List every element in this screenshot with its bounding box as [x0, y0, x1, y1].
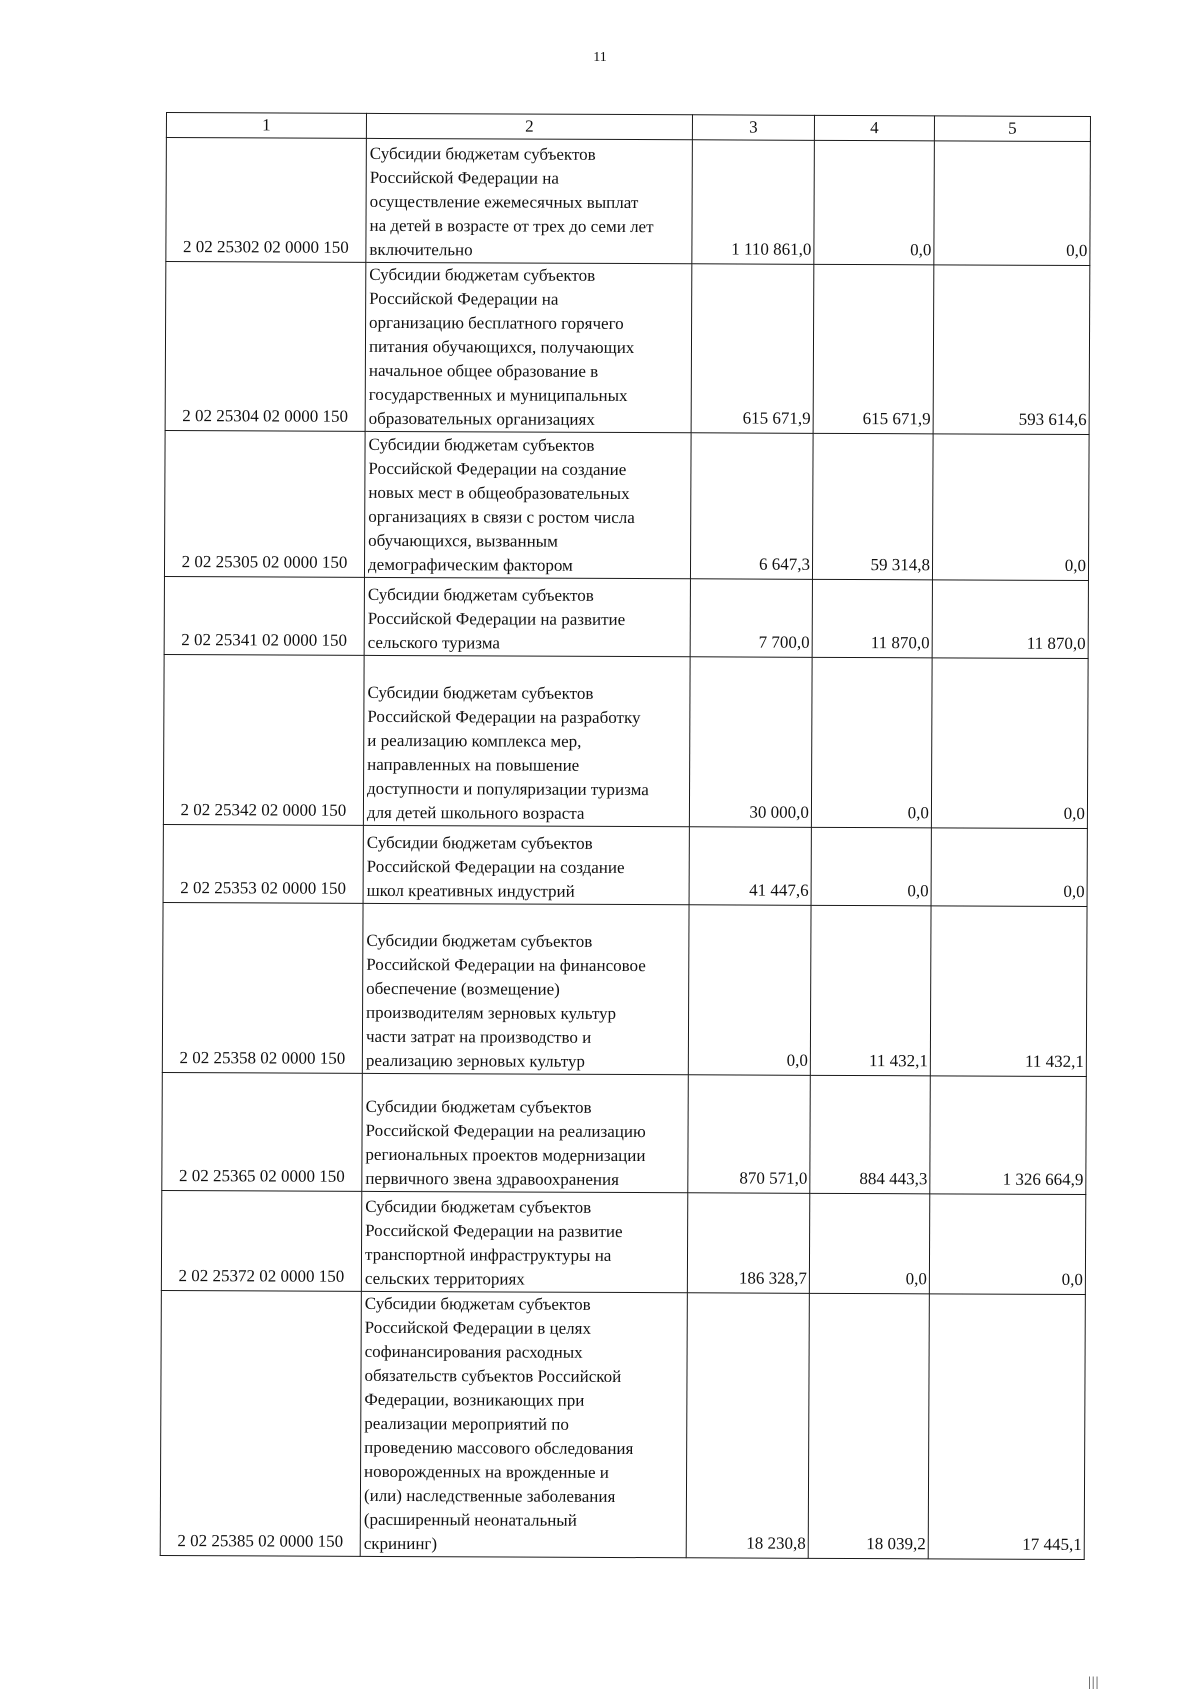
description-line: направленных на повышение — [367, 754, 580, 775]
description-line: новых мест в общеобразовательных — [368, 482, 630, 504]
description-line: транспортной инфраструктуры на — [364, 1244, 612, 1265]
page-number: 11 — [593, 50, 607, 65]
description-line: организацию бесплатного горячего — [369, 312, 624, 333]
row-value-4: 615 671,9 — [813, 264, 934, 434]
description-line: питания обучающихся, получающих — [368, 336, 635, 358]
table-row — [162, 1072, 1087, 1194]
description-line: новорожденных на врожденные и — [364, 1461, 609, 1482]
description-line: Субсидии бюджетам субъектов — [366, 832, 593, 853]
description-line: и реализацию комплекса мер, — [367, 730, 582, 751]
budget-table — [160, 112, 1091, 1560]
row-code: 2 02 25372 02 0000 150 — [161, 1190, 361, 1291]
row-value-3: 0,0 — [688, 905, 811, 1076]
row-value-3: 1 110 861,0 — [692, 140, 815, 265]
description-line: Российской Федерации на реализацию — [365, 1120, 646, 1142]
table-row — [164, 430, 1089, 580]
description-line: организациях в связи с ростом числа — [368, 506, 635, 528]
column-header-3: 3 — [692, 115, 814, 141]
description-line: (или) наследственные заболевания — [363, 1485, 616, 1506]
row-description — [361, 1191, 687, 1292]
row-value-3: 30 000,0 — [689, 657, 812, 828]
description-line: Российской Федерации в целях — [364, 1317, 592, 1338]
description-line: реализации мероприятий по — [364, 1413, 569, 1434]
description-line: Субсидии бюджетам субъектов — [367, 682, 594, 703]
row-value-5: 11 432,1 — [930, 906, 1087, 1077]
description-line: Субсидии бюджетам субъектов — [369, 264, 596, 285]
row-value-5: 593 614,6 — [933, 265, 1090, 435]
description-line: обязательств субъектов Российской — [364, 1365, 622, 1386]
description-line: сельского туризма — [367, 632, 500, 653]
description-line: части затрат на производство и — [365, 1026, 592, 1047]
row-description — [364, 577, 690, 656]
row-value-4: 884 443,3 — [810, 1075, 931, 1194]
description-line: первичного звена здравоохранения — [365, 1168, 619, 1189]
row-value-3: 186 328,7 — [687, 1193, 809, 1294]
row-value-5: 17 445,1 — [928, 1294, 1085, 1560]
row-description — [365, 262, 692, 432]
description-line: осуществление ежемесячных выплат — [369, 191, 639, 213]
row-description — [362, 1073, 689, 1192]
description-line: начальное общее образование в — [368, 360, 599, 381]
description-line: Субсидии бюджетам субъектов — [369, 143, 596, 164]
row-code: 2 02 25353 02 0000 150 — [163, 824, 363, 903]
description-line: обеспечение (возмещение) — [366, 978, 560, 999]
description-line: сельских территориях — [364, 1268, 525, 1289]
description-line: Российской Федерации на создание — [368, 458, 627, 480]
row-value-5: 0,0 — [932, 434, 1089, 581]
row-description — [362, 903, 689, 1074]
row-code: 2 02 25304 02 0000 150 — [165, 262, 366, 432]
column-header-4: 4 — [814, 115, 934, 141]
description-line: реализацию зерновых культур — [365, 1050, 585, 1071]
description-line: производителям зерновых культур — [366, 1002, 617, 1023]
row-code: 2 02 25302 02 0000 150 — [166, 138, 367, 263]
description-line: государственных и муниципальных — [368, 384, 628, 406]
row-value-3: 7 700,0 — [690, 579, 812, 658]
description-line: Российской Федерации на развитие — [365, 1220, 623, 1242]
row-code: 2 02 25341 02 0000 150 — [164, 576, 364, 655]
description-line: Российской Федерации на создание — [366, 856, 625, 878]
row-value-3: 6 647,3 — [690, 433, 813, 580]
row-value-5: 0,0 — [931, 658, 1088, 829]
row-value-4: 11 870,0 — [812, 579, 932, 658]
row-description — [363, 655, 690, 826]
description-line: проведению массового обследования — [364, 1437, 634, 1459]
table-row — [163, 824, 1087, 906]
table-row — [161, 1190, 1085, 1294]
row-value-3: 18 230,8 — [686, 1293, 809, 1559]
row-description — [366, 138, 693, 263]
row-description — [363, 825, 689, 904]
row-value-4: 18 039,2 — [808, 1293, 929, 1559]
row-value-5: 1 326 664,9 — [930, 1076, 1087, 1195]
description-line: Субсидии бюджетам субъектов — [368, 434, 595, 455]
description-line: софинансирования расходных — [364, 1341, 583, 1362]
description-line: для детей школьного возраста — [366, 802, 585, 823]
description-line: скрининг) — [363, 1533, 438, 1554]
description-line: Субсидии бюджетам субъектов — [365, 1196, 592, 1217]
description-line: Субсидии бюджетам субъектов — [364, 1293, 591, 1314]
row-value-3: 41 447,6 — [689, 827, 811, 906]
row-code: 2 02 25358 02 0000 150 — [162, 902, 363, 1073]
row-code: 2 02 25385 02 0000 150 — [160, 1290, 361, 1556]
description-line: Субсидии бюджетам субъектов — [366, 930, 593, 951]
description-line: Российской Федерации на разработку — [367, 706, 641, 728]
table-row — [162, 902, 1087, 1076]
scan-marks: ||| — [1088, 1675, 1100, 1690]
row-value-3: 615 671,9 — [691, 264, 814, 434]
column-header-2: 2 — [366, 113, 692, 139]
row-value-4: 59 314,8 — [812, 433, 933, 580]
description-line: Российской Федерации на — [369, 288, 559, 309]
row-value-5: 11 870,0 — [932, 580, 1088, 659]
row-value-4: 11 432,1 — [810, 905, 931, 1076]
row-value-5: 0,0 — [934, 141, 1091, 266]
row-value-4: 0,0 — [809, 1193, 929, 1294]
row-value-4: 0,0 — [811, 827, 931, 906]
row-code: 2 02 25305 02 0000 150 — [164, 430, 365, 577]
description-line: (расширенный неонатальный — [363, 1509, 577, 1530]
row-description — [364, 431, 691, 578]
row-description — [360, 1291, 687, 1557]
description-line: Субсидии бюджетам субъектов — [367, 584, 594, 605]
row-value-5: 0,0 — [929, 1194, 1085, 1295]
row-value-5: 0,0 — [931, 828, 1087, 907]
column-header-5: 5 — [934, 116, 1090, 142]
description-line: Субсидии бюджетам субъектов — [365, 1096, 592, 1117]
description-line: Российской Федерации на — [369, 167, 559, 188]
description-line: школ креативных индустрий — [366, 880, 575, 901]
description-line: Федерации, возникающих при — [364, 1389, 585, 1410]
description-line: обучающихся, вызванным — [368, 530, 558, 551]
table-row — [160, 1290, 1085, 1559]
column-header-1: 1 — [166, 113, 366, 139]
table-row — [163, 654, 1088, 828]
row-value-4: 0,0 — [811, 657, 932, 828]
description-line: региональных проектов модернизации — [365, 1144, 646, 1166]
table-row — [166, 138, 1091, 266]
description-line: включительно — [369, 239, 473, 260]
table-row — [165, 262, 1090, 435]
row-code: 2 02 25365 02 0000 150 — [162, 1072, 363, 1191]
row-code: 2 02 25342 02 0000 150 — [163, 654, 364, 825]
table-body — [160, 138, 1090, 1560]
row-value-4: 0,0 — [814, 140, 935, 265]
description-line: Российской Федерации на развитие — [367, 608, 626, 630]
description-line: демографическим фактором — [367, 554, 573, 575]
table-row — [164, 576, 1088, 658]
row-value-3: 870 571,0 — [688, 1075, 811, 1194]
description-line: на детей в возрасте от трех до семи лет — [369, 215, 654, 237]
description-line: доступности и популяризации туризма — [367, 778, 649, 800]
description-line: образовательных организациях — [368, 408, 595, 429]
description-line: Российской Федерации на финансовое — [366, 954, 646, 976]
